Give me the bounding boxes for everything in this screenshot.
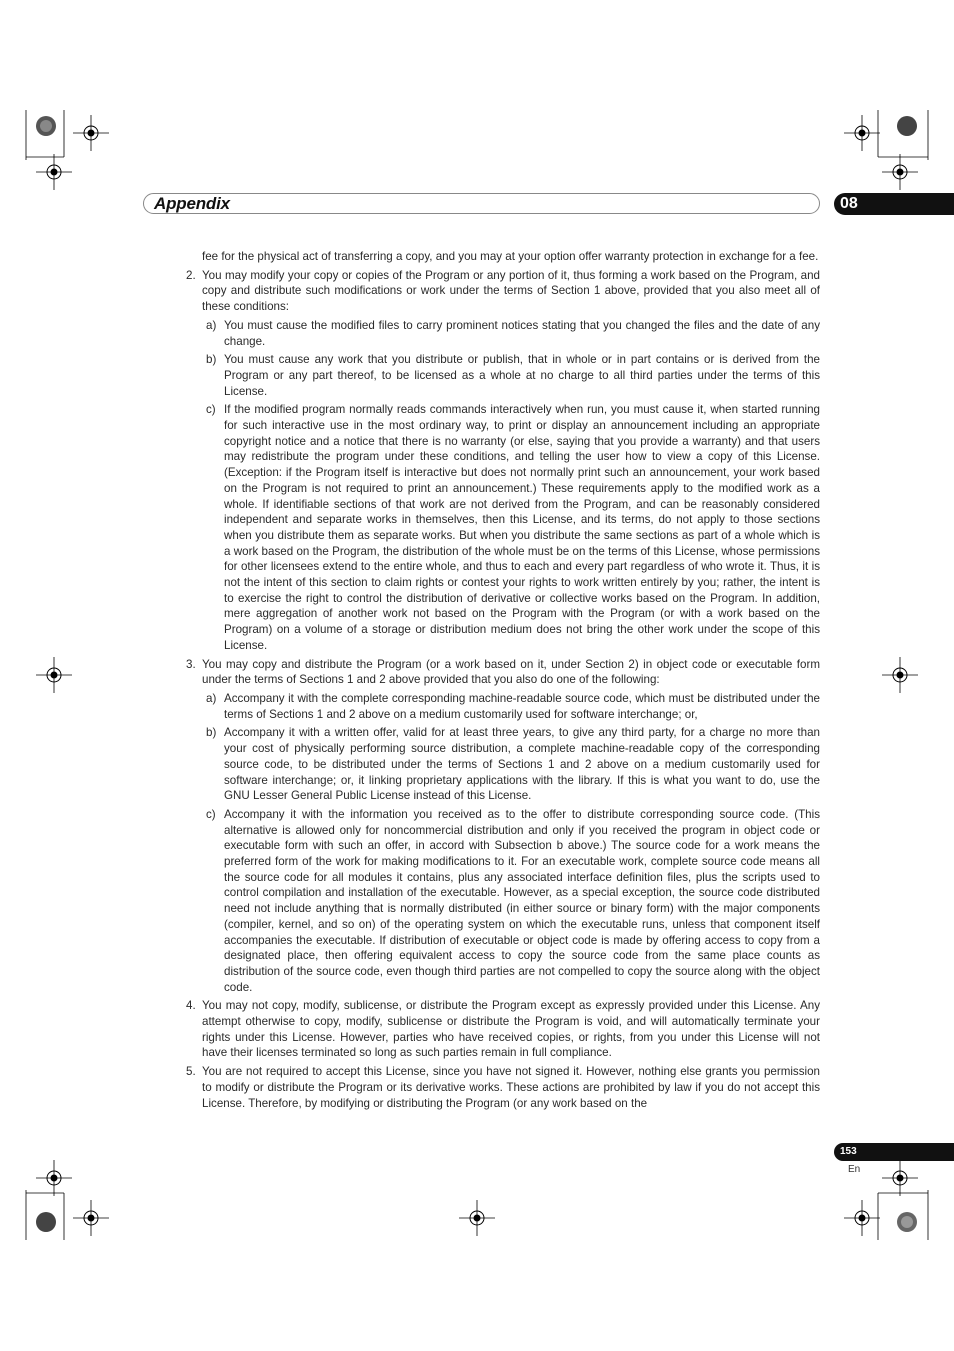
- sub-item-letter: a): [206, 318, 217, 332]
- list-item-3: [186, 657, 820, 996]
- item-number: 2.: [186, 268, 196, 282]
- item-number: 3.: [186, 657, 196, 671]
- license-text: [186, 249, 820, 1111]
- sub-item-letter: b): [206, 726, 217, 740]
- sub-item-text: If the modified program normally reads commands interactively when run, you must cause it, when started running for such interactive use in the most ordinary way, to print or display an announcement including an appropriate copyright notice and a notice that there is no warranty (or else, saying that you provide a warranty) and that users may redistribute the program under these conditions, and telling the user how to view a copy of this License. (Exception: if the Program itself is interactive but does not normally print such an announcement, your work based on the Program is not required to print an announcement.) These requirements apply to the modified work as a whole. If identifiable sections of that work are not derived from the Program, and can be reasonably considered independent and separate works in themselves, then this License, and its terms, do not apply to those sections when you distribute them as separate works. But when you distribute the same sections as part of a whole which is a work based on the Program, the distribution of the whole must be on the terms of this License, whose permissions for other licensees extend to the entire whole, and thus to each and every part regardless of who wrote it. Thus, it is not the intent of this section to claim rights or contest your rights to work written entirely by you; rather, the intent is to exercise the right to control the distribution of derivative or collective works based on the Program. In addition, mere aggregation of another work not based on the Program with the Program (or with a work based on the Program) on a volume of a storage or distribution medium does not bring the other work under the scope of this License.: [224, 403, 820, 652]
- sub-item-letter: c): [206, 403, 216, 417]
- list-item-2: [186, 268, 820, 654]
- list-item-5: [186, 1064, 820, 1111]
- page-language: En: [848, 1164, 861, 1175]
- crop-mark-bottom-center: [459, 1200, 495, 1236]
- sub-item-c: [202, 807, 820, 995]
- item-number: 5.: [186, 1065, 196, 1079]
- chapter-tab: [834, 193, 954, 215]
- sub-item-text: Accompany it with a written offer, valid for at least three years, to give any third party, for a charge no more than your cost of physically performing source distribution, a complete machine-readable copy of the corresponding source code, to be distributed under the terms of Sections 1 and 2 above on a medium customarily used for software interchange; or, it linking proprietary applications with the library. If this is what you want to do, use the GNU Lesser General Public License instead of this License.: [224, 726, 820, 803]
- item-text: You may modify your copy or copies of the Program or any portion of it, thus forming a work based on the Program, and copy and distribute such modifications or work under the terms of Section 1 above, provided that you also meet all of these conditions:: [202, 268, 820, 314]
- sub-item-text: You must cause any work that you distribute or publish, that in whole or in part contains or is derived from the Program or any part thereof, to be licensed as a whole at no charge to all third parties under the terms of this License.: [224, 353, 820, 398]
- sub-item-text: Accompany it with the information you received as to the offer to distribute corresponding source code. (This alternative is allowed only for noncommercial distribution and only if you received the program in object code or executable form with such an offer, in accord with Subsection b above.) The source code for a work means the preferred form of the work for making modifications to it. For an executable work, complete source code means all the source code for all modules it contains, plus any associated interface definition files, plus the scripts used to control compilation and installation of the executable. However, as a special exception, the source code distributed need not include anything that is normally distributed (in either source or binary form) with the major components (compiler, kernel, and so on) of the operating system on which the executable runs, unless that component itself accompanies the executable. If distribution of executable or object code is made by offering access to copy from a designated place, then offering equivalent access to copy the source code from the same place counts as distribution of the source code, even though third parties are not compelled to copy the source along with the object code.: [224, 807, 820, 994]
- sub-item-letter: a): [206, 691, 217, 705]
- continuation-paragraph: fee for the physical act of transferring a copy, and you may at your option offer warranty protection in exchange for a fee.: [202, 250, 819, 263]
- page-number-tab: [834, 1143, 954, 1161]
- sub-item-c: [202, 402, 820, 653]
- crop-mark-left-middle: [36, 657, 72, 693]
- sub-item-a: [202, 318, 820, 349]
- crop-mark-top-right: [844, 110, 928, 190]
- item-number: 4.: [186, 999, 196, 1013]
- section-title: Appendix: [154, 194, 230, 213]
- sub-item-a: [202, 691, 820, 722]
- sub-item-text: You must cause the modified files to carry prominent notices stating that you changed the files and the date of any change.: [224, 318, 820, 348]
- sub-item-letter: c): [206, 807, 216, 821]
- sub-item-b: [202, 352, 820, 399]
- crop-mark-bottom-left: [26, 1160, 109, 1240]
- chapter-number: 08: [840, 195, 858, 212]
- sub-item-b: [202, 725, 820, 804]
- list-item-4: [186, 998, 820, 1061]
- sub-item-text: Accompany it with the complete corresponding machine-readable source code, which must be distributed under the terms of Sections 1 and 2 above on a medium customarily used for software interchange; or,: [224, 691, 820, 721]
- section-header-bar: [143, 193, 820, 214]
- item-text: You may not copy, modify, sublicense, or distribute the Program except as expressly provided under this License. Any attempt otherwise to copy, modify, sublicense or distribute the Program is void, and will automatically terminate your rights under this License. However, parties who have received copies, or rights, from you under this License will not have their licenses terminated so long as such parties remain in full compliance.: [202, 999, 820, 1060]
- crop-mark-right-middle: [882, 657, 918, 693]
- crop-mark-top-left: [26, 110, 109, 190]
- item-text: You are not required to accept this License, since you have not signed it. However, nothing else grants you permission to modify or distribute the Program or its derivative works. These actions are prohibited by law if you do not accept this License. Therefore, by modifying or distributing the Program (or any work based on the: [202, 1065, 820, 1110]
- sub-item-letter: b): [206, 353, 217, 367]
- page-number: 153: [840, 1146, 857, 1157]
- item-text: You may copy and distribute the Program (or a work based on it, under Section 2) in object code or executable form under the terms of Sections 1 and 2 above provided that you also do one of the following:: [202, 657, 820, 687]
